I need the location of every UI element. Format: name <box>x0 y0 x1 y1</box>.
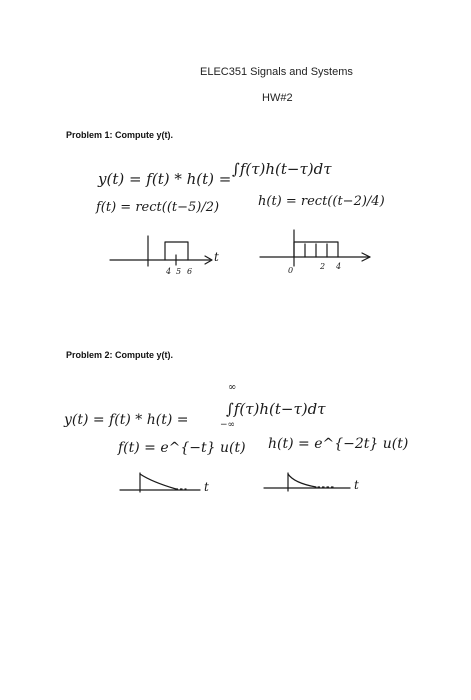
p2-equation-h: h(t) = e^{−2t} u(t) <box>268 436 409 452</box>
p2-equation-f: f(t) = e^{−t} u(t) <box>118 440 246 456</box>
problem-2-title: Problem 2: Compute y(t). <box>66 350 174 360</box>
homework-label: HW#2 <box>262 92 293 104</box>
p2-equation-integral: ∫f(τ)h(t−τ)dτ <box>226 400 326 418</box>
p1-f-tick-6: 6 <box>187 267 193 276</box>
p1-f-axis-label: t <box>214 250 219 264</box>
p2-h-axis-label: t <box>354 478 359 492</box>
p1-f-tick-4: 4 <box>166 267 172 276</box>
p2-integral-lower: −∞ <box>220 420 236 430</box>
p2-f-axis-label: t <box>204 480 209 494</box>
p1-equation-convolution: y(t) = f(t) * h(t) = <box>98 170 232 188</box>
p2-f-plot <box>120 473 200 492</box>
p2-h-exponential-curve <box>288 474 316 487</box>
p1-h-tick-4-label: 4 <box>336 262 342 271</box>
p1-f-tick-5: 5 <box>176 267 182 276</box>
p1-h-tick-2-label: 2 <box>320 262 326 271</box>
p2-f-exponential-curve <box>140 474 176 489</box>
problem-1-title: Problem 1: Compute y(t). <box>66 130 174 140</box>
p2-integral-upper: ∞ <box>228 382 237 393</box>
p1-h-tick-0: 0 <box>288 266 294 275</box>
p1-equation-h: h(t) = rect((t−2)/4) <box>258 194 385 209</box>
p2-equation-convolution: y(t) = f(t) * h(t) = <box>64 412 189 428</box>
p1-equation-integral: ∫f(τ)h(t−τ)dτ <box>232 160 332 178</box>
course-title: ELEC351 Signals and Systems <box>200 66 353 78</box>
p1-equation-f: f(t) = rect((t−5)/2) <box>96 200 220 215</box>
p2-h-plot <box>264 473 350 491</box>
